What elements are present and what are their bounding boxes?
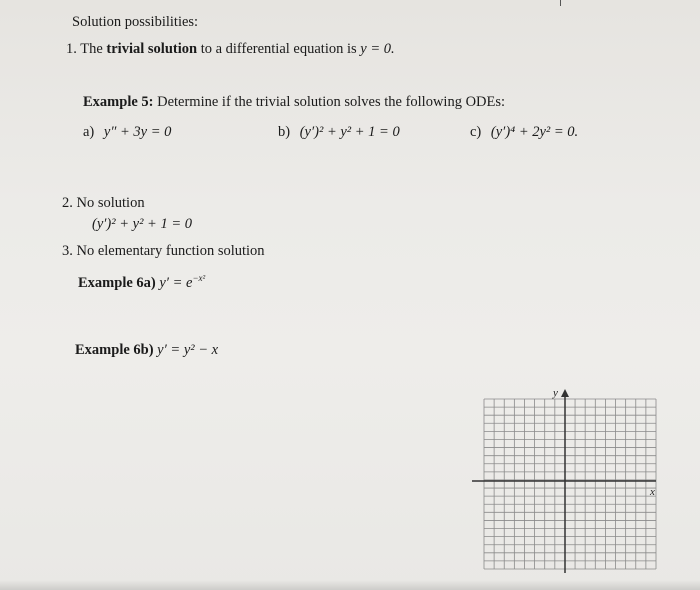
part-c-equation: (y′)⁴ + 2y² = 0. bbox=[490, 124, 579, 140]
item-2-number: 2. bbox=[62, 195, 73, 211]
part-b-label: b) bbox=[278, 124, 291, 140]
example-5-heading bbox=[83, 94, 505, 111]
grid-lines bbox=[484, 399, 656, 569]
item-1-equation: y = 0. bbox=[360, 41, 395, 57]
example-5-part-b bbox=[278, 124, 400, 141]
part-a-equation: y″ + 3y = 0 bbox=[103, 124, 172, 140]
example-6a-label: Example 6a) bbox=[78, 275, 156, 291]
example-6b bbox=[75, 342, 218, 359]
page-title: Solution possibilities: bbox=[72, 14, 199, 30]
example-5-prompt: Determine if the trivial solution solves the following ODEs: bbox=[157, 94, 506, 110]
coordinate-grid bbox=[470, 385, 670, 580]
item-1-bold-term: trivial solution bbox=[106, 41, 198, 57]
item-2-text: No solution bbox=[76, 195, 145, 211]
example-6a-exponent: −x² bbox=[192, 273, 206, 284]
item-1 bbox=[66, 41, 395, 58]
photo-shadow bbox=[0, 580, 700, 590]
part-b-equation: (y′)² + y² + 1 = 0 bbox=[299, 124, 400, 140]
part-a-label: a) bbox=[83, 124, 95, 140]
item-3 bbox=[62, 243, 265, 260]
x-axis-label: x bbox=[650, 486, 655, 498]
example-5-part-c bbox=[470, 124, 578, 141]
item-1-text-after: to a differential equation is bbox=[200, 41, 357, 57]
item-2-equation: (y′)² + y² + 1 = 0 bbox=[92, 216, 192, 232]
example-6a-equation bbox=[159, 275, 205, 291]
item-3-text: No elementary function solution bbox=[76, 243, 265, 259]
page-edge-mark bbox=[560, 0, 561, 6]
item-1-number: 1. bbox=[66, 41, 77, 57]
example-5-part-a bbox=[83, 124, 171, 141]
y-axis-label: y bbox=[553, 387, 558, 399]
y-axis-arrow bbox=[561, 389, 569, 397]
example-5-label: Example 5: bbox=[83, 94, 154, 110]
example-6a bbox=[78, 275, 205, 292]
item-3-number: 3. bbox=[62, 243, 73, 259]
example-6a-equation-base: y′ = e bbox=[159, 275, 193, 291]
item-1-text-before: The bbox=[80, 41, 103, 57]
example-6b-label: Example 6b) bbox=[75, 342, 154, 358]
item-2 bbox=[62, 195, 145, 212]
part-c-label: c) bbox=[470, 124, 482, 140]
example-6b-equation: y′ = y² − x bbox=[157, 342, 219, 358]
